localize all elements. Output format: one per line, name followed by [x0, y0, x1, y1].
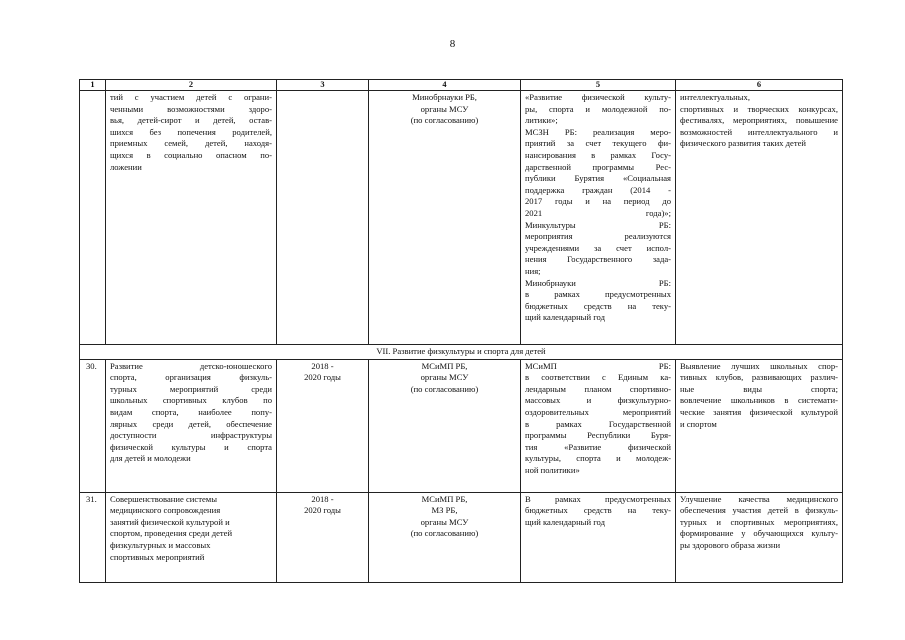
cell-text-line: массовых и физкультурно- — [525, 395, 671, 406]
column-header-4: 4 — [369, 80, 521, 91]
section-header-row — [80, 345, 843, 360]
cell-text-line: бюджетных средств на теку- — [525, 300, 671, 311]
cell-text-line: 2021 года)»; — [525, 207, 671, 218]
cell-text-line: и спортом — [680, 418, 717, 429]
cell-text-line: МЗ РБ, — [431, 505, 458, 516]
column-header-3: 3 — [277, 80, 369, 91]
column-header-5: 5 — [521, 80, 676, 91]
cell-text-line: ченными возможностями здоро- — [110, 103, 272, 114]
cell-executors — [369, 492, 521, 582]
cell-text-line: Выявление лучших школьных спор- — [680, 360, 838, 371]
cell-text-line: Минкультуры РБ: — [525, 219, 671, 230]
cell-text-line: 2018 - — [311, 360, 334, 371]
cell-text-line: обеспечения участия детей в физкуль- — [680, 505, 838, 516]
cell-period — [277, 91, 369, 345]
cell-text-line: тия «Развитие физической — [525, 441, 671, 452]
page-number: 8 — [449, 38, 456, 50]
cell-text-line: культуры, спорта и молодеж- — [525, 453, 671, 464]
cell-text-line: Улучшение качества медицинского — [680, 493, 838, 504]
cell-text-line: в соответствии с Единым ка- — [525, 372, 671, 383]
cell-results — [676, 91, 843, 345]
cell-text-line: тий с участием детей с ограни- — [110, 92, 272, 102]
column-header-2: 2 — [106, 80, 277, 91]
cell-text-line: Совершенствование системы — [110, 493, 217, 504]
cell-funding — [521, 91, 676, 345]
cell-text-line: доступности инфраструктуры — [110, 430, 272, 441]
action-plan-table — [79, 79, 843, 583]
cell-text-line: дарственной программы Рес- — [525, 161, 671, 172]
cell-activity — [106, 359, 277, 492]
cell-text-line: нансирования в рамках Госу- — [525, 149, 671, 160]
cell-text-line: ческие занятия физической культурой — [680, 406, 838, 417]
cell-text-line: органы МСУ — [420, 372, 469, 383]
cell-text-line: мероприятия реализуются — [525, 231, 671, 242]
cell-text-line: (по согласованию) — [410, 528, 479, 539]
cell-text-line: школьных спортивных клубов по — [110, 395, 272, 406]
cell-period — [277, 492, 369, 582]
cell-text-line: Развитие детско-юношеского — [110, 360, 272, 371]
cell-executors — [369, 91, 521, 345]
cell-text-line: фестивалях, мероприятиях, повышение — [680, 115, 838, 126]
cell-text-line: МСиМП РБ, — [421, 360, 468, 371]
cell-text-line: спортивных мероприятий — [110, 551, 205, 562]
cell-funding — [521, 359, 676, 492]
cell-text-line: оздоровительных мероприятий — [525, 406, 671, 417]
cell-text-line: щихся в социально опасном по- — [110, 149, 272, 160]
cell-text-line: ры, спорта и молодежной по- — [525, 103, 671, 114]
cell-period — [277, 359, 369, 492]
cell-text-line: публики Бурятия «Социальная — [525, 173, 671, 184]
cell-text-line: 2020 годы — [304, 505, 341, 516]
cell-text-line: (по согласованию) — [410, 115, 479, 126]
cell-text-line: 2018 - — [311, 493, 334, 504]
cell-text-line: щий календарный год — [525, 516, 605, 527]
cell-activity — [106, 91, 277, 345]
cell-text-line: ры здорового образа жизни — [680, 539, 781, 550]
cell-text-line: МСЗН РБ: реализация меро- — [525, 126, 671, 137]
cell-text-line: МСиМП РБ, — [421, 493, 468, 504]
column-header-6: 6 — [676, 80, 843, 91]
cell-text-line: «Развитие физической культу- — [525, 92, 671, 102]
cell-text-line: Минобрнауки РБ: — [525, 277, 671, 288]
cell-text-line: литики»; — [525, 115, 558, 126]
cell-text-line: спорта, организация физкуль- — [110, 372, 272, 383]
cell-text-line: физкультурных и массовых — [110, 539, 211, 550]
cell-text-line: лендарным планом спортивно- — [525, 383, 671, 394]
cell-funding — [521, 492, 676, 582]
cell-text-line: формирование у обучающихся культу- — [680, 528, 838, 539]
cell-text-line: Минобрнауки РБ, — [412, 92, 477, 102]
cell-text-line: лярных среди детей, обеспечение — [110, 418, 272, 429]
cell-text-line: турных и спортивных мероприятиях, — [680, 516, 838, 527]
cell-text-line: приемных семей, детей, находя- — [110, 138, 272, 149]
cell-text-line: органы МСУ — [420, 516, 469, 527]
cell-text-line: В рамках предусмотренных — [525, 493, 671, 504]
cell-number: 31. — [80, 492, 106, 582]
cell-text-line: ной политики» — [525, 464, 580, 475]
table-row — [80, 492, 843, 582]
cell-text-line: ложении — [110, 161, 142, 172]
cell-text-line: нения Государственного зада- — [525, 254, 671, 265]
cell-text-line: (по согласованию) — [410, 383, 479, 394]
cell-number: 30. — [80, 359, 106, 492]
cell-text-line: в рамках предусмотренных — [525, 289, 671, 300]
cell-text-line: программы Республики Буря- — [525, 430, 671, 441]
cell-text-line: занятий физической культурой и — [110, 516, 230, 527]
cell-text-line: в рамках Государственной — [525, 418, 671, 429]
cell-number — [80, 91, 106, 345]
column-number-row — [80, 80, 843, 91]
cell-text-line: спортивных и творческих конкурсах, — [680, 103, 838, 114]
cell-text-line: физического развития таких детей — [680, 138, 806, 149]
cell-text-line: щий календарный год — [525, 312, 605, 323]
cell-executors — [369, 359, 521, 492]
cell-text-line: приятий за счет текущего фи- — [525, 138, 671, 149]
cell-text-line: 2020 годы — [304, 372, 341, 383]
table-row-continued — [80, 91, 843, 345]
cell-text-line: для детей и молодежи — [110, 453, 191, 464]
cell-text-line: тивных клубов, развивающих различ- — [680, 372, 838, 383]
cell-text-line: физической культуры и спорта — [110, 441, 272, 452]
cell-text-line: учреждениями за счет испол- — [525, 242, 671, 253]
cell-text-line: МСиМП РБ: — [525, 360, 671, 371]
cell-text-line: бюджетных средств на теку- — [525, 505, 671, 516]
cell-text-line: 2017 годы и на период до — [525, 196, 671, 207]
cell-text-line: ные виды спорта; — [680, 383, 838, 394]
cell-text-line: вья, детей-сирот и детей, остав- — [110, 115, 272, 126]
cell-text-line: ния; — [525, 265, 541, 276]
cell-results — [676, 492, 843, 582]
column-header-1: 1 — [80, 80, 106, 91]
cell-text-line: интеллектуальных, — [680, 92, 750, 102]
cell-text-line: вовлечение школьников в системати- — [680, 395, 838, 406]
cell-text-line: поддержка граждан (2014 - — [525, 184, 671, 195]
table-row — [80, 359, 843, 492]
cell-text-line: шихся без попечения родителей, — [110, 126, 272, 137]
cell-text-line: видам спорта, наиболее попу- — [110, 406, 272, 417]
cell-results — [676, 359, 843, 492]
cell-text-line: турных мероприятий среди — [110, 383, 272, 394]
section-title: VII. Развитие физкультуры и спорта для детей — [80, 345, 843, 360]
cell-text-line: спортом, проведения среди детей — [110, 528, 233, 539]
cell-text-line: возможностей интеллектуального и — [680, 126, 838, 137]
cell-activity — [106, 492, 277, 582]
cell-text-line: медицинского сопровождения — [110, 505, 221, 516]
cell-text-line: органы МСУ — [420, 103, 469, 114]
